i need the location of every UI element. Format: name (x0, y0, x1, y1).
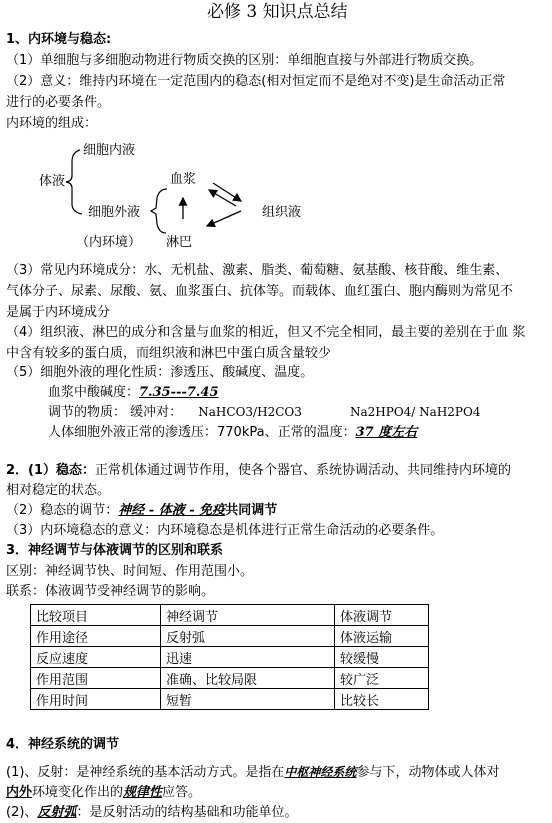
ph-value: 7.35---7.45 (139, 385, 219, 400)
osmotic-line (48, 424, 417, 441)
s2-line-1 (6, 462, 511, 479)
temperature-value: 37 度左右 (355, 425, 418, 440)
buffer-pair-2: Na2HPO4/ NaH2PO4 (350, 405, 481, 419)
table-cell: 体液调节 (335, 605, 429, 626)
s4-inner-outer: 内外 (6, 785, 33, 800)
s4-line-2 (6, 784, 201, 801)
s3-relation: 联系：体液调节受神经调节的影响。 (6, 584, 215, 599)
ph-line (48, 384, 219, 401)
table-cell: 短暂 (161, 689, 335, 710)
table-cell: 比较项目 (31, 605, 161, 626)
table-cell: 较广泛 (335, 668, 429, 689)
diagram-lymph: 淋巴 (166, 235, 193, 250)
s1-paragraph-5: （5）细胞外液的理化性质：渗透压、酸碱度、温度。 (6, 365, 314, 380)
plasma-to-tissue-arrow (213, 183, 241, 201)
s4-cns: 中枢神经系统 (284, 765, 357, 779)
s1-paragraph-1: （1）单细胞与多细胞动物进行物质交换的区别：单细胞直接与外部进行物质交换。 (6, 53, 483, 68)
tissue-to-lymph-arrow (207, 211, 241, 226)
s4-p1-prefix: (1)、反射：是神经系统的基本活动方式。是指在 (6, 765, 285, 780)
s1-paragraph-3b: 气体分子、尿素、尿酸、氨、血浆蛋白、抗体等。而载体、血红蛋白、胞内酶则为常见不 (6, 284, 514, 299)
diagram-plasma: 血浆 (170, 172, 197, 187)
table-cell: 迅速 (161, 647, 335, 668)
table-row (31, 626, 429, 647)
s3-difference: 区别：神经调节快、时间短、作用范围小。 (6, 564, 254, 579)
s4-p2-end: ：是反射活动的结构基础和功能单位。 (76, 805, 298, 820)
table-cell: 较缓慢 (335, 647, 429, 668)
s2-regulation-suffix: 共同调节 (225, 503, 278, 518)
table-cell: 神经调节 (161, 605, 335, 626)
ph-label: 血浆中酸碱度： (48, 385, 140, 400)
table-cell: 作用途径 (31, 626, 161, 647)
s2-regulation-value: 神经 - 体液 - 免疫 (118, 503, 226, 518)
s1-paragraph-2b: 进行的必要条件。 (6, 95, 111, 110)
s4-regularity: 规律性 (123, 785, 163, 800)
s1-paragraph-4b: 中含有较多的蛋白质，而组织液和淋巴中蛋白质含量较少 (6, 346, 332, 361)
table-row (31, 689, 429, 710)
s4-p1b-end: 应答。 (162, 785, 202, 800)
diagram-tissue-fluid: 组织液 (262, 205, 302, 220)
section1-heading: 1、内环境与稳态: (6, 32, 112, 47)
s1-paragraph-3a: （3）常见内环境成分：水、无机盐、激素、脂类、葡萄糖、氨基酸、核苷酸、维生素、 (6, 263, 509, 278)
s4-line-1 (6, 764, 499, 781)
section3-heading: 3．神经调节与体液调节的区别和联系 (6, 543, 224, 558)
s2-regulation-label: （2）稳态的调节： (6, 503, 119, 518)
s2-paragraph-1b: 相对稳定的状态。 (6, 483, 111, 498)
comparison-table (30, 604, 429, 710)
diagram-cell-fluid: 细胞内液 (83, 143, 136, 158)
s1-paragraph-3c: 是属于内环境成分 (6, 305, 111, 320)
table-row (31, 647, 429, 668)
s4-p1-mid: 参与下，动物体或人体对 (356, 765, 500, 780)
table-cell: 作用范围 (31, 668, 161, 689)
body-fluid-brace (66, 150, 82, 214)
buffer-pair-1: NaHCO3/H2CO3 (198, 405, 302, 419)
osmotic-label: 人体细胞外液正常的渗透压：770kPa、正常的温度： (48, 425, 356, 440)
composition-label: 内环境的组成： (6, 116, 98, 131)
page-title: 必修 3 知识点总结 (207, 2, 348, 22)
tissue-to-plasma-arrow (209, 190, 236, 206)
buffer-line (48, 404, 302, 421)
section4-heading: 4．神经系统的调节 (6, 737, 120, 752)
table-cell: 比较长 (335, 689, 429, 710)
extra-fluid-brace (151, 189, 167, 233)
s4-p2-prefix: (2)、 (6, 805, 38, 820)
s4-reflex-arc: 反射弧 (37, 805, 77, 820)
table-cell: 作用时间 (31, 689, 161, 710)
buffer-label: 调节的物质： 缓冲对： (48, 405, 183, 420)
table-row (31, 668, 429, 689)
s1-paragraph-4a: （4）组织液、淋巴的成分和含量与血浆的相近，但又不完全相同，最主要的差别在于血 浆 (6, 325, 526, 340)
table-cell: 反射弧 (161, 626, 335, 647)
table-cell: 反应速度 (31, 647, 161, 668)
s2-line-2 (6, 502, 277, 519)
s2-paragraph-1a: 正常机体通过调节作用，使各个器官、系统协调活动、共同维持内环境的 (95, 463, 512, 478)
s2-paragraph-3: （3）内环境稳态的意义：内环境稳态是机体进行正常生命活动的必要条件。 (6, 523, 444, 538)
diagram-extra-fluid: 细胞外液 (88, 205, 141, 220)
table-cell: 体液运输 (335, 626, 429, 647)
s4-line-3 (6, 804, 297, 821)
diagram-internal-env: （内环境） (76, 235, 142, 250)
table-row (31, 605, 429, 626)
s1-paragraph-2a: （2）意义：维持内环境在一定范围内的稳态(相对恒定而不是绝对不变)是生命活动正常 (6, 74, 506, 89)
table-cell: 准确、比较局限 (161, 668, 335, 689)
s4-p1b-mid: 环境变化作出的 (32, 785, 124, 800)
diagram-body-fluid: 体液 (39, 174, 66, 189)
section2-heading: 2．(1）稳态： (6, 463, 96, 478)
